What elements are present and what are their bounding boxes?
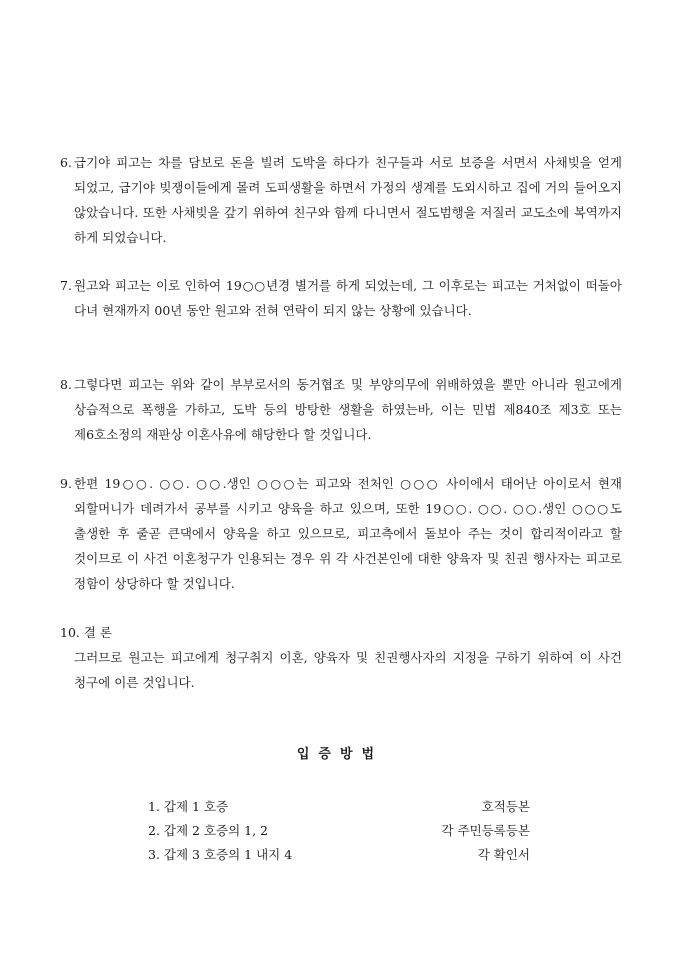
evidence-row — [148, 795, 530, 819]
paragraph-number: 8. — [60, 377, 72, 392]
conclusion-section — [60, 620, 622, 695]
evidence-document: 각 주민등록등본 — [441, 823, 530, 838]
paragraph-text: 그렇다면 피고는 위와 같이 부부로서의 동거협조 및 부양의무에 위배하였을 뿐만 아니라 원고에게 상습적으로 폭행을 가하고, 도박 등의 방탕한 생활을 하였는바, 이는 민법 제840조 제3호 또는 제6호소정의 재판상 이혼사유에 해당한다 할 것입니다. — [74, 377, 622, 442]
paragraph-number: 7. — [60, 278, 72, 293]
evidence-label: 3. 갑제 3 호증의 1 내지 4 — [148, 847, 293, 862]
paragraph-6 — [60, 150, 622, 250]
conclusion-text: 그러므로 원고는 피고에게 청구취지 이혼, 양육자 및 친권행사자의 지정을 구하기 위하여 이 사건 청구에 이른 것입니다. — [74, 650, 622, 690]
paragraph-number: 6. — [60, 155, 72, 170]
paragraph-text: 원고와 피고는 이로 인하여 19○○년경 별거를 하게 되었는데, 그 이후로는 피고는 거처없이 떠돌아 다녀 현재까지 00년 동안 원고와 전혀 연락이 되지 않는 상황에 있습니다. — [74, 278, 622, 318]
evidence-row — [148, 819, 530, 843]
paragraph-number: 10. — [60, 625, 80, 640]
paragraph-8 — [60, 372, 622, 447]
evidence-document: 각 확인서 — [477, 847, 530, 862]
conclusion-heading-line — [60, 620, 622, 645]
paragraph-text: 한편 19○○. ○○. ○○.생인 ○○○는 피고와 전처인 ○○○ 사이에서 태어난 아이로서 현재 외할머니가 데려가서 공부를 시키고 양육을 하고 있으며, 또한 19○○. ○○. ○○.생인 ○○○도 출생한 후 줄곧 큰댁에서 양육을 하고 있으므로, 피고측에서 돌보아 주는 것이 합리적이라고 할 것이므로 이 사건 이혼청구가 인용되는 경우 위 각 사건본인에 대한 양육자 및 친권 행사자는 피고로 정함이 상당하다 할 것입니다. — [74, 476, 622, 591]
evidence-title: 입증방법 — [296, 747, 384, 762]
paragraph-text: 급기야 피고는 차를 담보로 돈을 빌려 도박을 하다가 친구들과 서로 보증을 서면서 사채빚을 얻게 되었고, 급기야 빚쟁이들에게 몰려 도피생활을 하면서 가정의 생계를 도외시하고 집에 거의 들어오지 않았습니다. 또한 사채빚을 갚기 위하여 친구와 함께 다니면서 절도범행을 저질러 교도소에 복역까지 하게 되었습니다. — [74, 155, 622, 245]
evidence-document: 호적등본 — [481, 799, 530, 814]
evidence-label: 1. 갑제 1 호증 — [148, 799, 229, 814]
paragraph-9 — [60, 471, 622, 596]
paragraph-number: 9. — [60, 476, 72, 491]
evidence-row — [148, 843, 530, 867]
paragraph-7 — [60, 273, 622, 323]
evidence-label: 2. 갑제 2 호증의 1, 2 — [148, 823, 269, 838]
conclusion-heading: 결 론 — [83, 625, 112, 640]
